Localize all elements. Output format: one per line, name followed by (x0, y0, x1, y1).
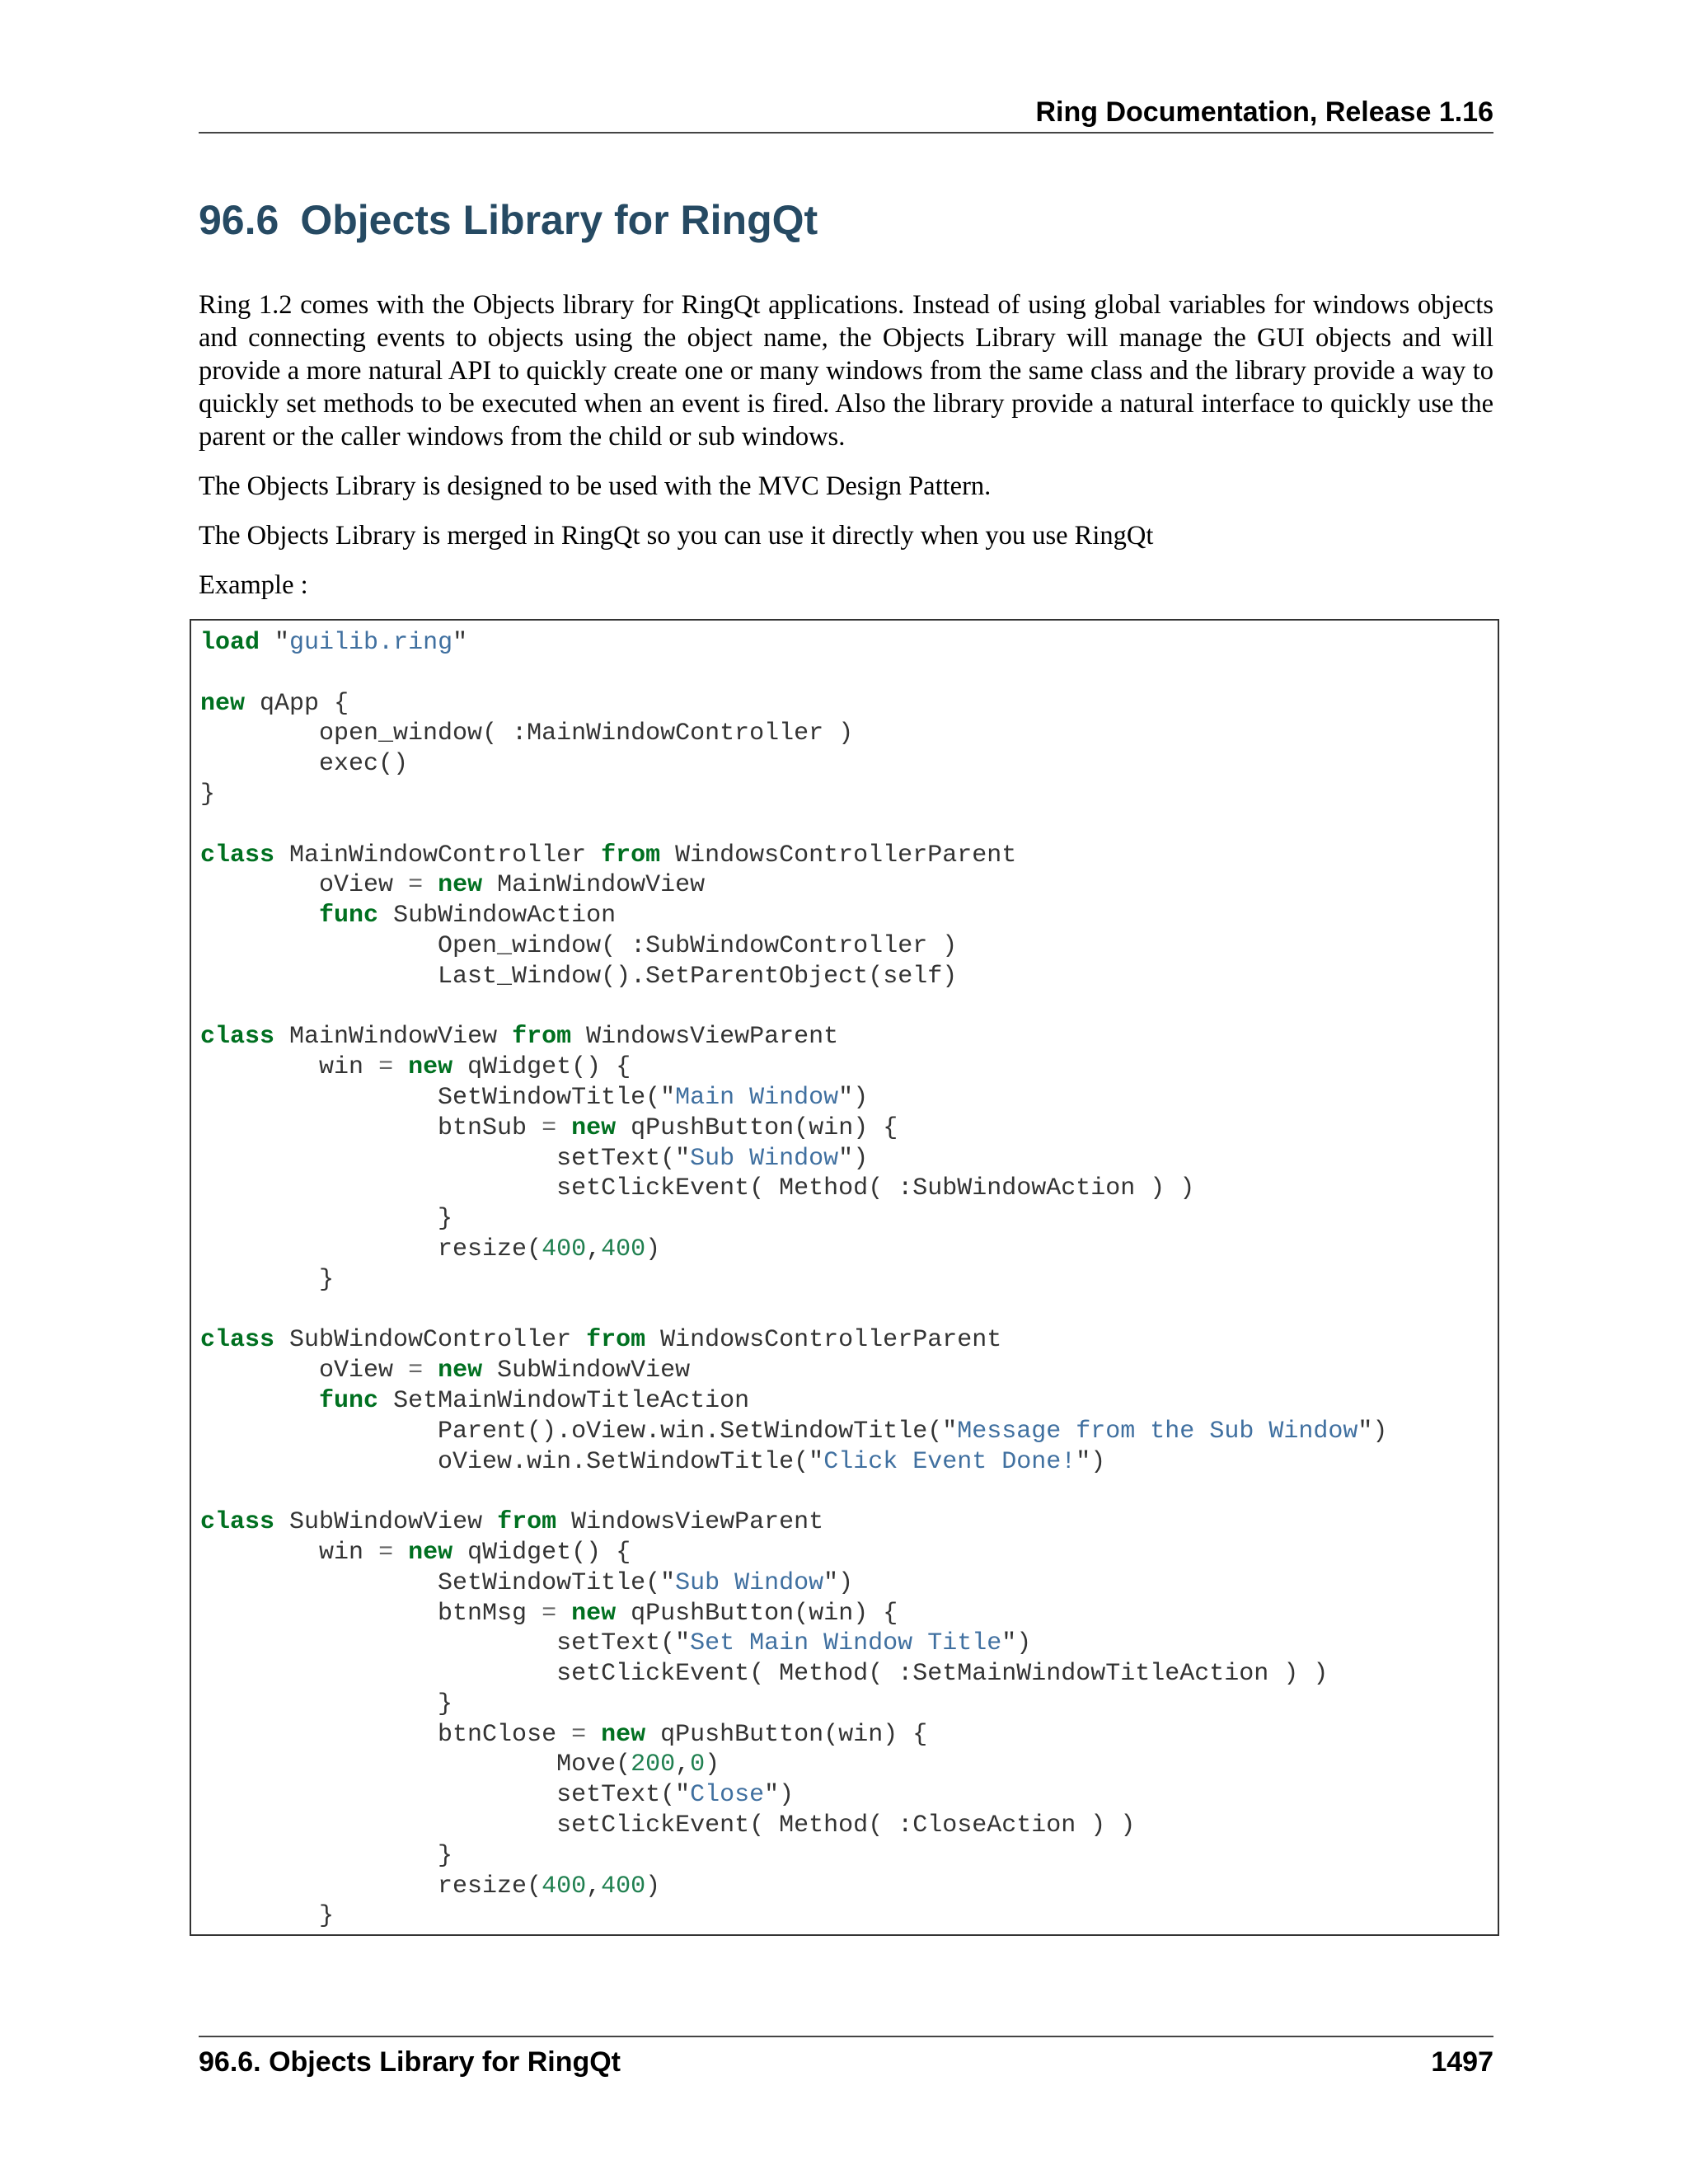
code-line: btnMsg = new qPushButton(win) { (438, 1599, 898, 1628)
code-line: resize(400,400) (438, 1235, 661, 1263)
code-line: class SubWindowController from WindowsControllerParent (200, 1326, 1002, 1355)
code-line: setClickEvent( Method( :SubWindowAction ) ) (556, 1174, 1195, 1203)
code-line: load "guilib.ring" (200, 629, 468, 657)
code-listing (200, 628, 1387, 1932)
running-footer (199, 2042, 1493, 2082)
footer-section-title: 96.6. Objects Library for RingQt (199, 2046, 621, 2078)
code-line (200, 658, 1387, 689)
code-line: resize(400,400) (438, 1872, 661, 1900)
code-line: btnSub = new qPushButton(win) { (438, 1113, 898, 1142)
code-line: setClickEvent( Method( :SetMainWindowTitleAction ) ) (556, 1660, 1329, 1689)
intro-paragraph: Ring 1.2 comes with the Objects library for RingQt applications. Instead of using global variables for windows objects and connecting events to objects using the object name, the Objects Library will manage the GUI objects and will provide a more natural API to quickly create one or many windows from the same class and the library provide a way to quickly set methods to be executed when an event is fired. Also the library provide a natural interface to quickly use the parent or the caller windows from the child or sub windows. (199, 290, 1493, 452)
code-line: func SubWindowAction (319, 902, 617, 930)
code-block (190, 619, 1499, 1936)
code-line: } (319, 1265, 335, 1294)
running-header (199, 92, 1493, 134)
code-line: btnClose = new qPushButton(win) { (438, 1720, 928, 1749)
code-line: Last_Window().SetParentObject(self) (438, 962, 958, 991)
code-line: SetWindowTitle("Main Window") (438, 1083, 869, 1112)
code-line (200, 1296, 1387, 1326)
code-line: setText("Close") (556, 1781, 795, 1810)
running-header-title: Ring Documentation, Release 1.16 (1035, 96, 1493, 128)
code-line: class MainWindowController from WindowsControllerParent (200, 841, 1017, 869)
code-line: Parent().oView.win.SetWindowTitle("Message from the Sub Window") (438, 1417, 1388, 1446)
code-line: SetWindowTitle("Sub Window") (438, 1568, 854, 1597)
code-line: win = new qWidget() { (319, 1538, 631, 1567)
code-line: win = new qWidget() { (319, 1053, 631, 1082)
code-line: } (438, 1690, 453, 1718)
footer-rule (199, 2036, 1493, 2037)
code-line: Move(200,0) (556, 1750, 720, 1779)
code-line: exec() (319, 750, 409, 779)
code-line: class MainWindowView from WindowsViewParent (200, 1023, 839, 1052)
section-number: 96.6 (199, 197, 279, 243)
merged-paragraph: The Objects Library is merged in RingQt so you can use it directly when you use RingQt (199, 521, 1154, 551)
code-line: open_window( :MainWindowController ) (319, 719, 854, 748)
code-line: } (319, 1902, 335, 1931)
code-line (200, 1477, 1387, 1507)
code-line: func SetMainWindowTitleAction (319, 1386, 750, 1415)
code-line: setText("Set Main Window Title") (556, 1629, 1032, 1658)
example-label: Example : (199, 570, 308, 600)
code-line: oView = new MainWindowView (319, 871, 706, 900)
code-line: setClickEvent( Method( :CloseAction ) ) (556, 1811, 1136, 1840)
code-line: oView = new SubWindowView (319, 1357, 691, 1385)
mvc-paragraph: The Objects Library is designed to be used with the MVC Design Pattern. (199, 471, 992, 501)
code-line: } (200, 780, 216, 808)
section-heading-text: Objects Library for RingQt (300, 197, 818, 243)
code-line (200, 810, 1387, 841)
section-title (199, 191, 818, 249)
code-line: new qApp { (200, 689, 349, 718)
code-line: } (438, 1841, 453, 1870)
code-line: Open_window( :SubWindowController ) (438, 931, 958, 960)
code-line (200, 992, 1387, 1023)
code-line: setText("Sub Window") (556, 1144, 869, 1173)
code-line: class SubWindowView from WindowsViewParent (200, 1508, 824, 1537)
code-line: oView.win.SetWindowTitle("Click Event Done!") (438, 1447, 1106, 1476)
code-line: } (438, 1205, 453, 1234)
page-number: 1497 (1431, 2046, 1493, 2078)
